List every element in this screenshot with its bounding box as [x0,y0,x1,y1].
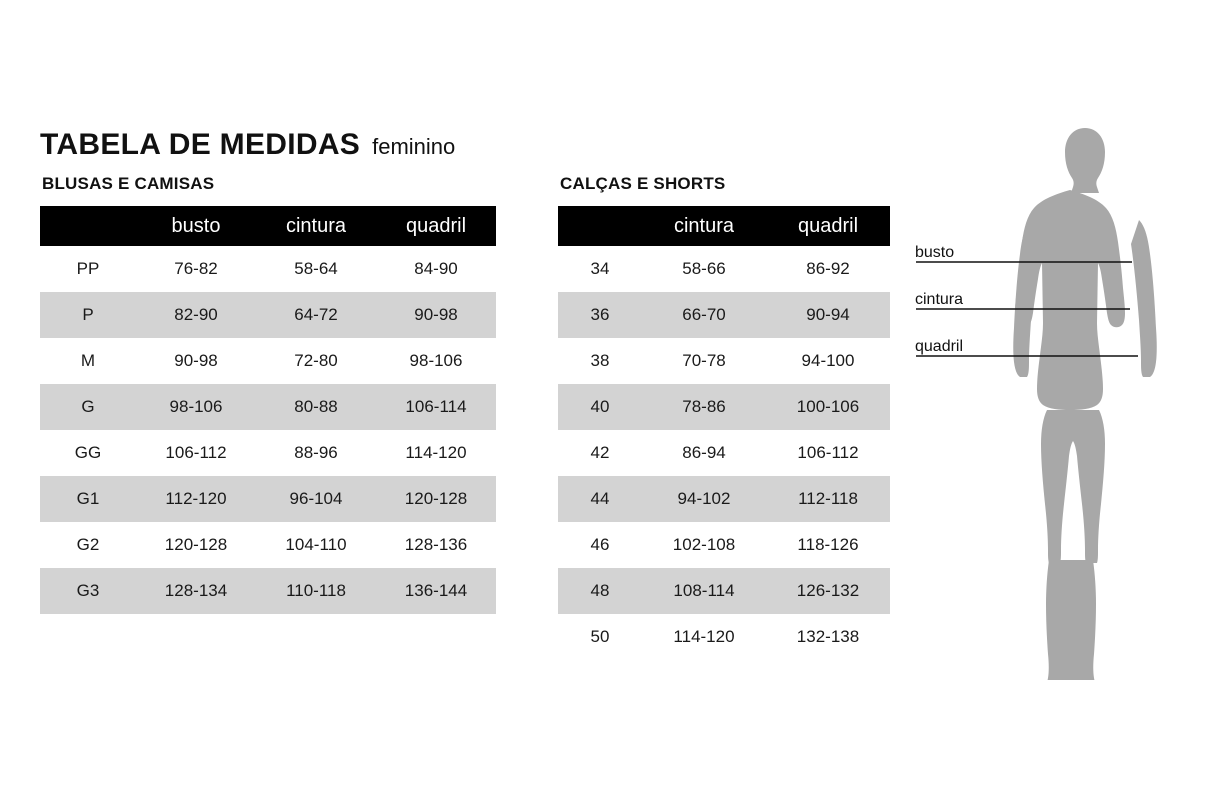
bottoms-row-quadril: 94-100 [766,338,890,384]
tops-row-cintura: 110-118 [256,568,376,614]
tops-header-cintura: cintura [256,206,376,246]
tops-row-busto: 98-106 [136,384,256,430]
bottoms-row-size: 40 [558,384,642,430]
bottoms-row-size: 38 [558,338,642,384]
bottoms-row-quadril: 86-92 [766,246,890,292]
female-body-silhouette-icon [900,120,1200,680]
table-row [40,292,496,338]
table-row [40,430,496,476]
callout-label-cintura: cintura [915,291,964,308]
table-row [40,476,496,522]
tops-row-busto: 76-82 [136,246,256,292]
table-row [558,430,890,476]
tops-row-cintura: 80-88 [256,384,376,430]
bottoms-row-cintura: 114-120 [642,614,766,660]
tops-row-quadril: 106-114 [376,384,496,430]
tops-row-size: G2 [40,522,136,568]
page-title-subtitle: feminino [372,134,456,159]
callout-label-busto: busto [915,244,955,261]
page-title-main: TABELA DE MEDIDAS [40,128,361,161]
bottoms-row-size: 34 [558,246,642,292]
table-row [558,246,890,292]
bottoms-row-cintura: 94-102 [642,476,766,522]
tops-row-quadril: 90-98 [376,292,496,338]
tops-row-size: PP [40,246,136,292]
bottoms-row-cintura: 108-114 [642,568,766,614]
bottoms-row-cintura: 102-108 [642,522,766,568]
tops-row-busto: 90-98 [136,338,256,384]
bottoms-table-body [558,246,890,660]
tops-row-size: GG [40,430,136,476]
tops-table-head [40,206,496,246]
bottoms-row-cintura: 86-94 [642,430,766,476]
table-row [40,246,496,292]
tops-row-size: G1 [40,476,136,522]
bottoms-row-cintura: 70-78 [642,338,766,384]
bottoms-row-size: 50 [558,614,642,660]
bottoms-row-quadril: 112-118 [766,476,890,522]
tops-row-quadril: 84-90 [376,246,496,292]
tops-table-block [40,174,496,614]
tops-row-cintura: 88-96 [256,430,376,476]
table-row [558,384,890,430]
bottoms-row-size: 44 [558,476,642,522]
bottoms-header-size [558,206,642,246]
table-row [40,384,496,430]
tops-row-size: G [40,384,136,430]
bottoms-row-quadril: 126-132 [766,568,890,614]
table-row [558,614,890,660]
table-row [558,292,890,338]
tops-table-body [40,246,496,614]
bottoms-size-table [558,206,890,660]
tops-row-quadril: 136-144 [376,568,496,614]
tops-row-size: M [40,338,136,384]
tops-row-cintura: 64-72 [256,292,376,338]
bottoms-row-cintura: 66-70 [642,292,766,338]
tops-row-busto: 128-134 [136,568,256,614]
bottoms-row-quadril: 90-94 [766,292,890,338]
table-row [558,522,890,568]
tops-header-quadril: quadril [376,206,496,246]
tops-row-cintura: 58-64 [256,246,376,292]
measurement-figure [900,120,1200,680]
tops-table-heading: BLUSAS E CAMISAS [42,174,215,193]
bottoms-table-head [558,206,890,246]
table-row [558,476,890,522]
bottoms-header-row [558,206,890,246]
bottoms-row-size: 42 [558,430,642,476]
tops-row-cintura: 104-110 [256,522,376,568]
tops-row-busto: 106-112 [136,430,256,476]
tops-row-busto: 112-120 [136,476,256,522]
bottoms-header-quadril: quadril [766,206,890,246]
tops-row-quadril: 114-120 [376,430,496,476]
tops-row-quadril: 128-136 [376,522,496,568]
bottoms-row-cintura: 58-66 [642,246,766,292]
callout-label-quadril: quadril [915,338,964,355]
page-title [40,128,455,162]
tops-row-size: P [40,292,136,338]
bottoms-header-cintura: cintura [642,206,766,246]
tops-row-busto: 120-128 [136,522,256,568]
tops-header-size [40,206,136,246]
tops-header-busto: busto [136,206,256,246]
table-row [558,338,890,384]
bottoms-row-size: 46 [558,522,642,568]
tops-row-cintura: 72-80 [256,338,376,384]
tops-size-table [40,206,496,614]
table-row [558,568,890,614]
bottoms-row-cintura: 78-86 [642,384,766,430]
table-row [40,338,496,384]
bottoms-row-quadril: 132-138 [766,614,890,660]
bottoms-table-heading: CALÇAS E SHORTS [560,174,726,193]
bottoms-row-size: 48 [558,568,642,614]
bottoms-table-block [558,174,890,660]
tops-row-quadril: 98-106 [376,338,496,384]
bottoms-row-quadril: 106-112 [766,430,890,476]
bottoms-row-quadril: 100-106 [766,384,890,430]
bottoms-row-size: 36 [558,292,642,338]
table-row [40,568,496,614]
bottoms-row-quadril: 118-126 [766,522,890,568]
tops-row-busto: 82-90 [136,292,256,338]
tops-row-size: G3 [40,568,136,614]
table-row [40,522,496,568]
tops-row-cintura: 96-104 [256,476,376,522]
tops-header-row [40,206,496,246]
tops-row-quadril: 120-128 [376,476,496,522]
